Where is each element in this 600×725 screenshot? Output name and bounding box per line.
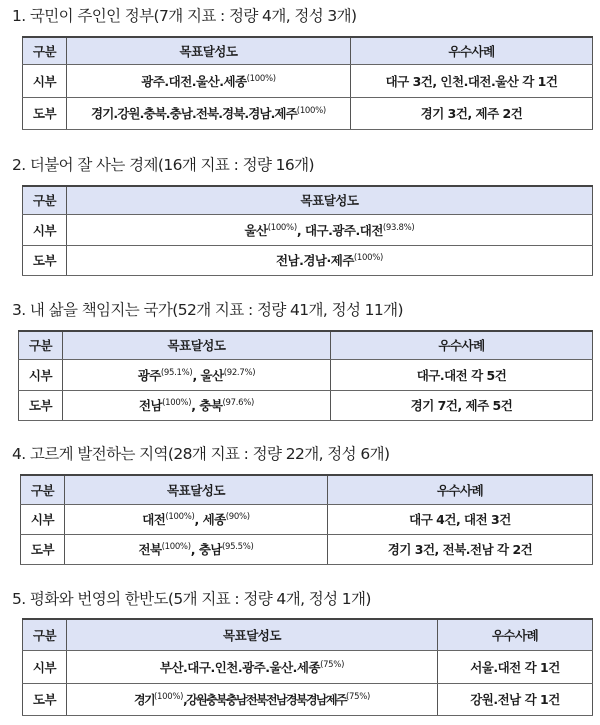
achievement-percent: (100%) — [246, 73, 276, 84]
table-header-row — [23, 186, 593, 214]
row-achievement — [63, 390, 331, 420]
header-best-practice: 우수사례 — [438, 619, 593, 650]
achievement-percent-2: (75%) — [345, 691, 370, 702]
header-achievement: 목표달성도 — [67, 186, 593, 214]
results-table — [22, 36, 593, 130]
row-achievement — [67, 97, 351, 129]
achievement-percent: (100%) — [353, 253, 384, 263]
section-5 — [0, 587, 600, 725]
row-category: 시부 — [23, 214, 67, 245]
section-title: 4. 고르게 발전하는 지역(28개 지표 : 정량 22개, 정성 6개) — [12, 445, 390, 463]
header-category: 구분 — [21, 475, 65, 504]
achievement-regions: 전남 — [138, 398, 163, 413]
section-title: 5. 평화와 번영의 한반도(5개 지표 : 정량 4개, 정성 1개) — [12, 590, 371, 608]
achievement-percent-2: (92.7%) — [223, 367, 256, 378]
header-achievement: 목표달성도 — [67, 37, 351, 64]
achievement-regions: 부산.대구.인천.광주.울산.세종 — [159, 659, 321, 675]
achievement-percent: (100%) — [296, 106, 326, 116]
section-4 — [0, 442, 600, 572]
row-category: 도부 — [23, 97, 67, 129]
section-title: 1. 국민이 주인인 정부(7개 지표 : 정량 4개, 정성 3개) — [12, 7, 357, 25]
results-table — [18, 330, 593, 421]
row-achievement — [67, 650, 438, 683]
achievement-percent-2: (97.6%) — [222, 398, 255, 408]
achievement-regions: 전남.경남·제주 — [275, 253, 354, 268]
achievement-regions: 전북 — [138, 542, 162, 557]
achievement-percent: (75%) — [320, 659, 345, 670]
achievement-regions-2: ,강원충북충남전북전남경북경남제주 — [183, 692, 346, 707]
achievement-regions: 경기.강원.충북.충남.전북.경북.경남.제주 — [91, 106, 297, 121]
row-best-practice: 경기 3건, 제주 2건 — [351, 97, 593, 129]
row-best-practice: 대구 3건, 인천.대전.울산 각 1건 — [351, 64, 593, 97]
row-category: 도부 — [19, 390, 63, 420]
achievement-regions: 대전 — [142, 512, 166, 527]
achievement-regions: 울산 — [244, 222, 268, 238]
row-achievement — [67, 64, 351, 97]
header-achievement: 목표달성도 — [67, 619, 438, 650]
achievement-percent: (95.1%) — [160, 367, 193, 378]
table-header-row — [23, 619, 593, 650]
row-best-practice: 경기 3건, 전북.전남 각 2건 — [328, 534, 593, 564]
table-row — [19, 390, 593, 420]
section-title: 2. 더불어 잘 사는 경제(16개 지표 : 정량 16개) — [12, 156, 314, 174]
row-achievement — [65, 504, 328, 534]
row-best-practice: 강원.전남 각 1건 — [438, 683, 593, 715]
table-header-row — [21, 475, 593, 504]
header-best-practice: 우수사례 — [328, 475, 593, 504]
section-title: 3. 내 삶을 책임지는 국가(52개 지표 : 정량 41개, 정성 11개) — [12, 301, 403, 319]
achievement-regions-2: , 충북 — [191, 398, 223, 413]
table-header-row — [23, 37, 593, 64]
header-category: 구분 — [19, 331, 63, 359]
header-achievement: 목표달성도 — [65, 475, 328, 504]
header-best-practice: 우수사례 — [331, 331, 593, 359]
row-achievement — [67, 214, 593, 245]
header-best-practice: 우수사례 — [351, 37, 593, 64]
results-table — [20, 474, 593, 565]
header-category: 구분 — [23, 37, 67, 64]
achievement-regions: 경기 — [134, 692, 154, 707]
row-best-practice: 서울.대전 각 1건 — [438, 650, 593, 683]
results-table — [22, 185, 593, 276]
table-row — [21, 504, 593, 534]
row-achievement — [63, 359, 331, 390]
row-best-practice: 대구 4건, 대전 3건 — [328, 504, 593, 534]
row-category: 시부 — [19, 359, 63, 390]
achievement-regions-2: , 대구.광주.대전 — [296, 222, 383, 238]
table-row — [23, 245, 593, 275]
header-achievement: 목표달성도 — [63, 331, 331, 359]
row-achievement — [65, 534, 328, 564]
achievement-percent-2: (95.5%) — [222, 542, 254, 552]
table-row — [19, 359, 593, 390]
header-category: 구분 — [23, 619, 67, 650]
row-category: 시부 — [23, 650, 67, 683]
row-category: 시부 — [21, 504, 65, 534]
table-header-row — [19, 331, 593, 359]
section-1 — [0, 4, 600, 134]
table-row — [23, 64, 593, 97]
achievement-percent: (100%) — [267, 222, 297, 233]
row-category: 도부 — [21, 534, 65, 564]
achievement-percent-2: (90%) — [225, 512, 250, 522]
achievement-regions: 광주 — [137, 367, 161, 383]
section-3 — [0, 298, 600, 428]
achievement-percent: (100%) — [162, 398, 192, 408]
achievement-regions-2: , 충남 — [190, 542, 222, 557]
row-category: 도부 — [23, 683, 67, 715]
row-best-practice: 대구.대전 각 5건 — [331, 359, 593, 390]
row-best-practice: 경기 7건, 제주 5건 — [331, 390, 593, 420]
table-row — [23, 683, 593, 715]
achievement-regions-2: , 울산 — [192, 367, 224, 383]
achievement-percent: (100%) — [165, 512, 195, 522]
table-row — [23, 650, 593, 683]
table-row — [23, 214, 593, 245]
achievement-percent: (100%) — [161, 542, 191, 552]
results-table — [22, 618, 593, 716]
section-2 — [0, 153, 600, 283]
achievement-percent-2: (93.8%) — [382, 222, 415, 233]
table-row — [21, 534, 593, 564]
row-category: 시부 — [23, 64, 67, 97]
row-category: 도부 — [23, 245, 67, 275]
header-category: 구분 — [23, 186, 67, 214]
row-achievement — [67, 683, 438, 715]
achievement-regions-2: , 세종 — [194, 512, 226, 527]
row-achievement — [67, 245, 593, 275]
achievement-regions: 광주.대전.울산.세종 — [141, 73, 247, 89]
table-row — [23, 97, 593, 129]
achievement-percent: (100%) — [153, 691, 184, 702]
